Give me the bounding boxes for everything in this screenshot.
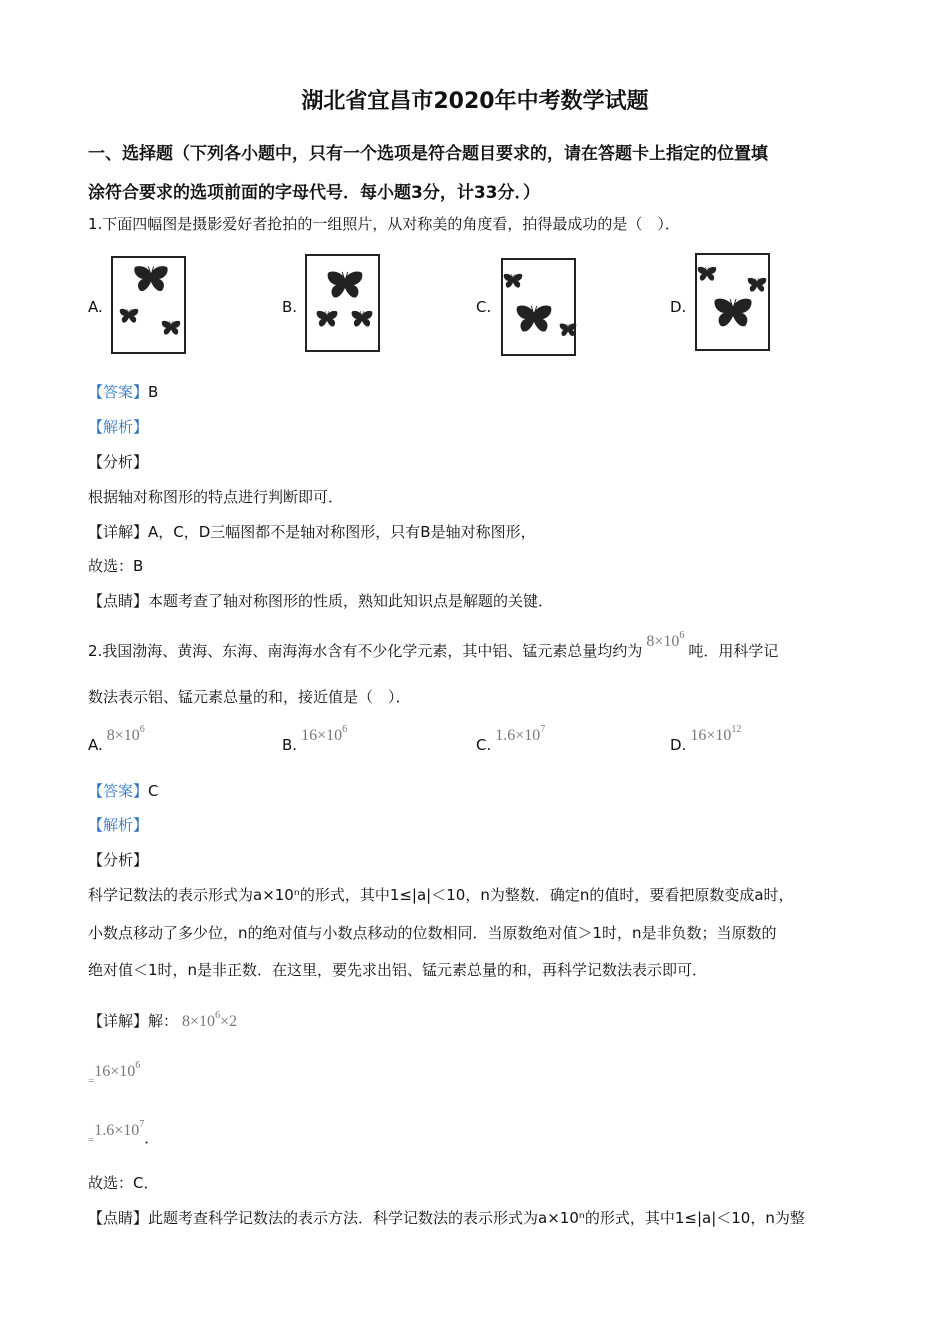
q1-option-c-label: C. — [476, 298, 492, 316]
math-exp: 7 — [540, 724, 546, 735]
q1-option-a-label: A. — [88, 298, 103, 316]
q2-question-math — [646, 630, 685, 650]
butterfly-icon — [315, 310, 339, 328]
answer-value: B — [148, 383, 159, 401]
q1-option-b-photo — [305, 254, 380, 352]
option-math — [106, 724, 145, 744]
option-label: A. — [88, 736, 103, 754]
math-base: 16×10 — [94, 1063, 136, 1080]
butterfly-icon — [326, 270, 364, 300]
q1-option-b-label: B. — [282, 298, 298, 316]
q1-jiexi-tag: 【解析】 — [88, 418, 149, 436]
butterfly-icon — [697, 265, 717, 283]
dianjing-text: 此题考查科学记数法的表示方法．科学记数法的表示形式为a×10ⁿ的形式，其中1≤|a|＜10，n为整 — [148, 1209, 805, 1227]
dianjing-text: 本题考查了轴对称图形的性质，熟知此知识点是解题的关键． — [148, 592, 554, 610]
q1-question: 1.下面四幅图是摄影爱好者抢拍的一组照片，从对称美的角度看，拍得最成功的是（ ）． — [88, 215, 680, 233]
butterfly-icon — [133, 264, 169, 294]
option-math — [690, 724, 742, 744]
math-base: 8×10 — [106, 727, 140, 744]
q2-step2 — [88, 1056, 140, 1091]
butterfly-icon — [119, 308, 139, 324]
q2-guxuan: 故选：C． — [88, 1174, 159, 1192]
butterfly-icon — [161, 320, 181, 336]
math-base: 1.6×10 — [495, 727, 541, 744]
xiangjie-tag: 【详解】 — [88, 523, 149, 541]
butterfly-icon — [515, 304, 553, 334]
option-math — [495, 724, 546, 744]
q2-xiangjie — [88, 1006, 237, 1032]
q2-dianjing — [88, 1208, 805, 1228]
q2-question-text-end: 吨．用科学记 — [688, 642, 779, 660]
q2-jiexi-tag: 【解析】 — [88, 816, 149, 834]
step2-math — [94, 1060, 141, 1080]
q2-option-d — [670, 724, 742, 755]
answer-tag: 【答案】 — [88, 383, 149, 401]
dianjing-tag: 【点睛】 — [88, 592, 149, 610]
q1-fenxi-text: 根据轴对称图形的特点进行判断即可． — [88, 488, 344, 506]
q1-option-a-photo — [111, 256, 186, 354]
q2-fenxi-tag: 【分析】 — [88, 851, 149, 869]
q2-answer — [88, 781, 159, 801]
xiangjie-tag: 【详解】 — [88, 1012, 149, 1030]
xiangjie-text: A，C，D三幅图都不是轴对称图形，只有B是轴对称图形， — [148, 523, 536, 541]
step3-math — [94, 1119, 145, 1139]
q2-option-a — [88, 724, 145, 755]
q1-option-d-photo — [695, 253, 770, 351]
butterfly-icon — [713, 297, 753, 329]
butterfly-icon — [747, 277, 767, 293]
q2-fenxi-line2: 小数点移动了多少位，n的绝对值与小数点移动的位数相同．当原数绝对值＞1时，n是非负数；当原数的 — [88, 924, 777, 942]
q1-xiangjie — [88, 522, 536, 542]
butterfly-icon — [350, 310, 374, 328]
page-title: 湖北省宜昌市2020年中考数学试题 — [301, 89, 649, 114]
q2-step3 — [88, 1115, 159, 1150]
q1-guxuan: 故选：B — [88, 557, 144, 575]
q1-option-c-photo — [501, 258, 576, 356]
math-exp: 6 — [139, 724, 145, 735]
section-heading-line2: 涂符合要求的选项前面的字母代号．每小题3分，计33分．） — [88, 183, 540, 203]
butterfly-icon — [503, 272, 523, 290]
xiangjie-prefix: 解： — [148, 1012, 179, 1030]
q2-option-c — [476, 724, 546, 755]
answer-value: C — [148, 782, 159, 800]
math-eq: = — [88, 1075, 95, 1087]
q1-option-d-label: D. — [670, 298, 687, 316]
math-exp: 6 — [215, 1010, 221, 1021]
option-label: C. — [476, 736, 492, 754]
q2-fenxi-line3: 绝对值＜1时，n是非正数．在这里，要先求出铝、锰元素总量的和，再科学记数法表示即可． — [88, 961, 708, 979]
math-exp: 6 — [679, 630, 685, 641]
step1-math — [182, 1010, 238, 1030]
q2-question-text: 2.我国渤海、黄海、东海、南海海水含有不少化学元素，其中铝、锰元素总量均约为 — [88, 642, 643, 660]
dianjing-tag: 【点睛】 — [88, 1209, 149, 1227]
math-exp: 7 — [139, 1119, 145, 1130]
q1-answer — [88, 382, 158, 402]
math-eq: = — [88, 1134, 95, 1146]
q2-question-line1 — [88, 630, 779, 662]
q2-option-b — [282, 724, 348, 755]
option-math — [301, 724, 348, 744]
butterfly-icon — [559, 322, 577, 338]
math-base: 16×10 — [690, 727, 732, 744]
q1-fenxi-tag: 【分析】 — [88, 453, 149, 471]
math-exp: 12 — [731, 724, 742, 735]
answer-tag: 【答案】 — [88, 782, 149, 800]
q2-question-line2: 数法表示铝、锰元素总量的和，接近值是（ ）． — [88, 688, 411, 706]
q1-dianjing — [88, 591, 553, 611]
math-exp: 6 — [342, 724, 348, 735]
option-label: D. — [670, 736, 687, 754]
option-label: B. — [282, 736, 298, 754]
math-base: 8×10 — [182, 1013, 216, 1030]
section-heading-line1: 一、选择题（下列各小题中，只有一个选项是符合题目要求的，请在答题卡上指定的位置填 — [88, 144, 768, 164]
math-base: 8×10 — [646, 633, 680, 650]
math-base: 1.6×10 — [94, 1122, 140, 1139]
q2-fenxi-line1: 科学记数法的表示形式为a×10ⁿ的形式，其中1≤|a|＜10，n为整数．确定n的值时，要看把原数变成a时， — [88, 886, 794, 904]
math-exp: 6 — [135, 1060, 141, 1071]
math-tail: ×2 — [220, 1013, 238, 1030]
math-base: 16×10 — [301, 727, 343, 744]
math-end: ． — [144, 1129, 160, 1147]
